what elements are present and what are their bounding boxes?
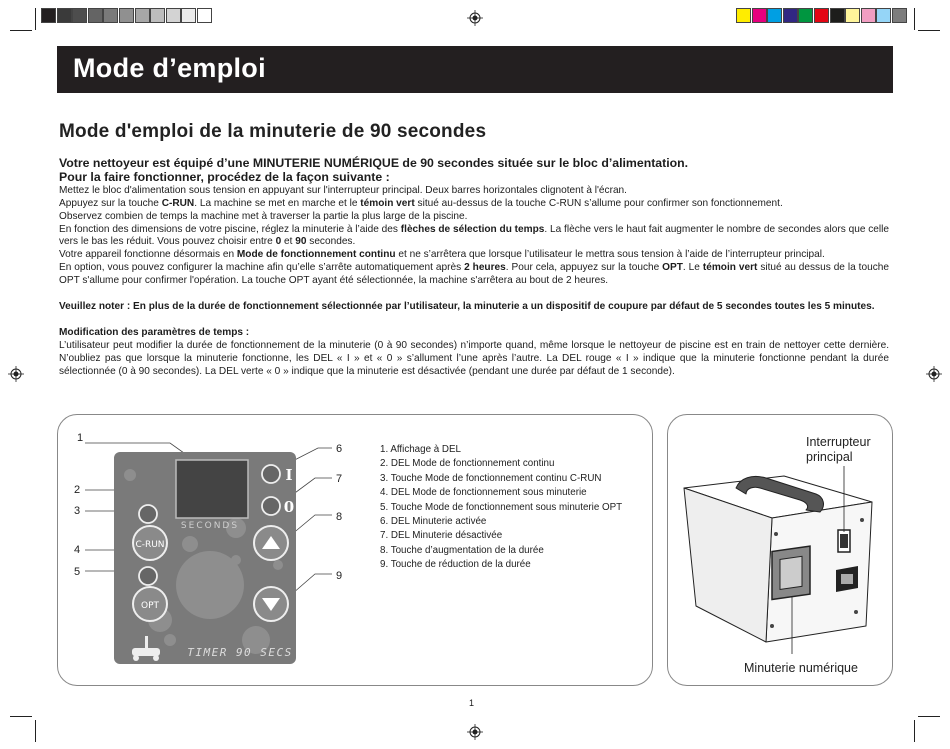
legend-item: 9. Touche de réduction de la durée [380,559,531,571]
seconds-label: SECONDS [180,521,240,531]
color-swatch [752,8,767,23]
color-swatch [845,8,860,23]
timer-on-led [262,465,280,483]
crop-mark [918,30,940,31]
instructions-text [59,156,889,379]
timer-on-symbol: I [285,466,293,484]
timer-faceplate [60,440,350,670]
callout-number: 2 [74,484,81,496]
crop-mark [35,8,36,30]
legend-item: 8. Touche d’augmentation de la durée [380,544,544,556]
registration-mark-icon [8,366,24,382]
gray-swatch [41,8,56,23]
timer-off-symbol: 0 [283,498,295,516]
crop-mark [914,8,915,30]
gray-swatch [119,8,134,23]
color-swatch [876,8,891,23]
gray-swatch [181,8,196,23]
header-banner [57,46,893,93]
main-switch-label: Interrupteur principal [806,435,871,464]
registration-mark-icon [926,366,942,382]
led-display [176,460,248,518]
callout-number: 9 [336,570,343,582]
color-swatch [814,8,829,23]
color-swatch [798,8,813,23]
gray-swatch [150,8,165,23]
component-legend [380,443,622,573]
registration-mark-icon [467,724,483,740]
legend-item: 6. DEL Minuterie activée [380,516,487,528]
modification-body: L’utilisateur peut modifier la durée de fonctionnement de la minuterie (0 à 90 secondes) n’importe quand, même lorsque le nettoyeur de piscine est en train de nettoyer cette dernière. N’oubliez pas que lorsque la minuterie fonctionne, les DEL « I » et « 0 » s’allument l’une après l’autre. La DEL rouge « I » indique que la minuterie fonctionne pendant la durée sélectionnée (0 à 90 secondes). La DEL verte « 0 » indique que la minuterie est désactivée (pendant une durée par défaut de 1 seconde). [59,339,889,377]
legend-item: 3. Touche Mode de fonctionnement continu C-RUN [380,472,602,484]
legend-item: 4. DEL Mode de fonctionnement sous minuterie [380,487,587,499]
brand-label: TIMER 90 SECS [187,646,293,659]
registration-mark-icon [467,10,483,26]
legend-item: 7. DEL Minuterie désactivée [380,530,503,542]
crop-mark [918,716,940,717]
color-swatch [783,8,798,23]
color-swatch [830,8,845,23]
color-swatch [892,8,907,23]
color-swatch [767,8,782,23]
opt-label: OPT [140,601,160,611]
gray-swatch [103,8,118,23]
gray-swatch [166,8,181,23]
paragraph-3: Observez combien de temps la machine met à traverser la partie la plus large de la piscine. [59,210,468,222]
gray-swatch [135,8,150,23]
callout-number: 3 [74,505,81,517]
legend-item: 2. DEL Mode de fonctionnement continu [380,458,555,470]
section-title: Mode d'emploi de la minuterie de 90 secondes [59,121,487,142]
gray-swatch [57,8,72,23]
timer-mode-led [139,567,157,585]
paragraph-6: En option, vous pouvez configurer la machine afin qu’elle s’arrête automatiquement après 2 heures. Pour cela, appuyez sur la touche OPT. Le témoin vert situé au dessus de la touche OPT s'allume pour confirmer l'opération. La touche OPT ayant été sélectionnée, la machine s'arrêtera au bout de 2 heures. [59,262,889,287]
crop-mark [914,720,915,742]
legend-item: 5. Touche Mode de fonctionnement sous minuterie OPT [380,501,623,513]
digital-timer-label: Minuterie numérique [744,661,858,675]
timer-off-led [262,497,280,515]
gray-swatch [88,8,103,23]
crop-mark [10,30,32,31]
power-supply-box [676,466,886,656]
crop-mark [10,716,32,717]
color-swatch [861,8,876,23]
power-socket-icon [836,566,858,592]
note-paragraph: Veuillez noter : En plus de la durée de fonctionnement sélectionnée par l’utilisateur, la minuterie a un dispositif de coupure par défaut de 5 secondes toutes les 5 minutes. [59,301,875,313]
callout-number: 5 [74,566,81,578]
callout-number: 8 [336,511,343,523]
gray-swatch [72,8,87,23]
page-number: 1 [469,698,475,708]
callout-number: 4 [74,544,81,556]
color-swatch [736,8,751,23]
page-title: Mode d’emploi [73,53,266,83]
c-run-label: C-RUN [135,540,165,550]
callout-number: 7 [336,473,343,485]
paragraph-1: Mettez le bloc d'alimentation sous tension en appuyant sur l'interrupteur principal. Deux barres horizontales clignotent à l'écran. [59,184,627,196]
paragraph-5: Votre appareil fonctionne désormais en Mode de fonctionnement continu et ne s’arrêtera que lorsque l’utilisateur le mettra sous tension à l’aide de l’interrupteur principal. [59,249,825,261]
callout-number: 1 [77,432,84,444]
continuous-mode-led [139,505,157,523]
modification-title: Modification des paramètres de temps : [59,326,250,338]
gray-swatch [197,8,212,23]
callout-number: 6 [336,443,343,455]
crop-mark [35,720,36,742]
paragraph-2: Appuyez sur la touche C-RUN. La machine se met en marche et le témoin vert situé au-dessus de la touche C-RUN s’allume pour confirmer son fonctionnement. [59,197,783,209]
paragraph-4: En fonction des dimensions de votre piscine, réglez la minuterie à l’aide des flèches de sélection du temps. La flèche vers le haut fait augmenter le nombre de secondes alors que celle vers le bas les réduit. Vous pouvez choisir entre 0 et 90 secondes. [59,223,889,248]
main-switch-icon [838,530,850,552]
digital-timer-window [772,546,810,599]
intro-line-2: Pour la faire fonctionner, procédez de la façon suivante : [59,170,390,185]
legend-item: 1. Affichage à DEL [380,444,461,455]
intro-line-1: Votre nettoyeur est équipé d’une MINUTERIE NUMÉRIQUE de 90 secondes située sur le bloc d’alimentation. [59,156,689,170]
